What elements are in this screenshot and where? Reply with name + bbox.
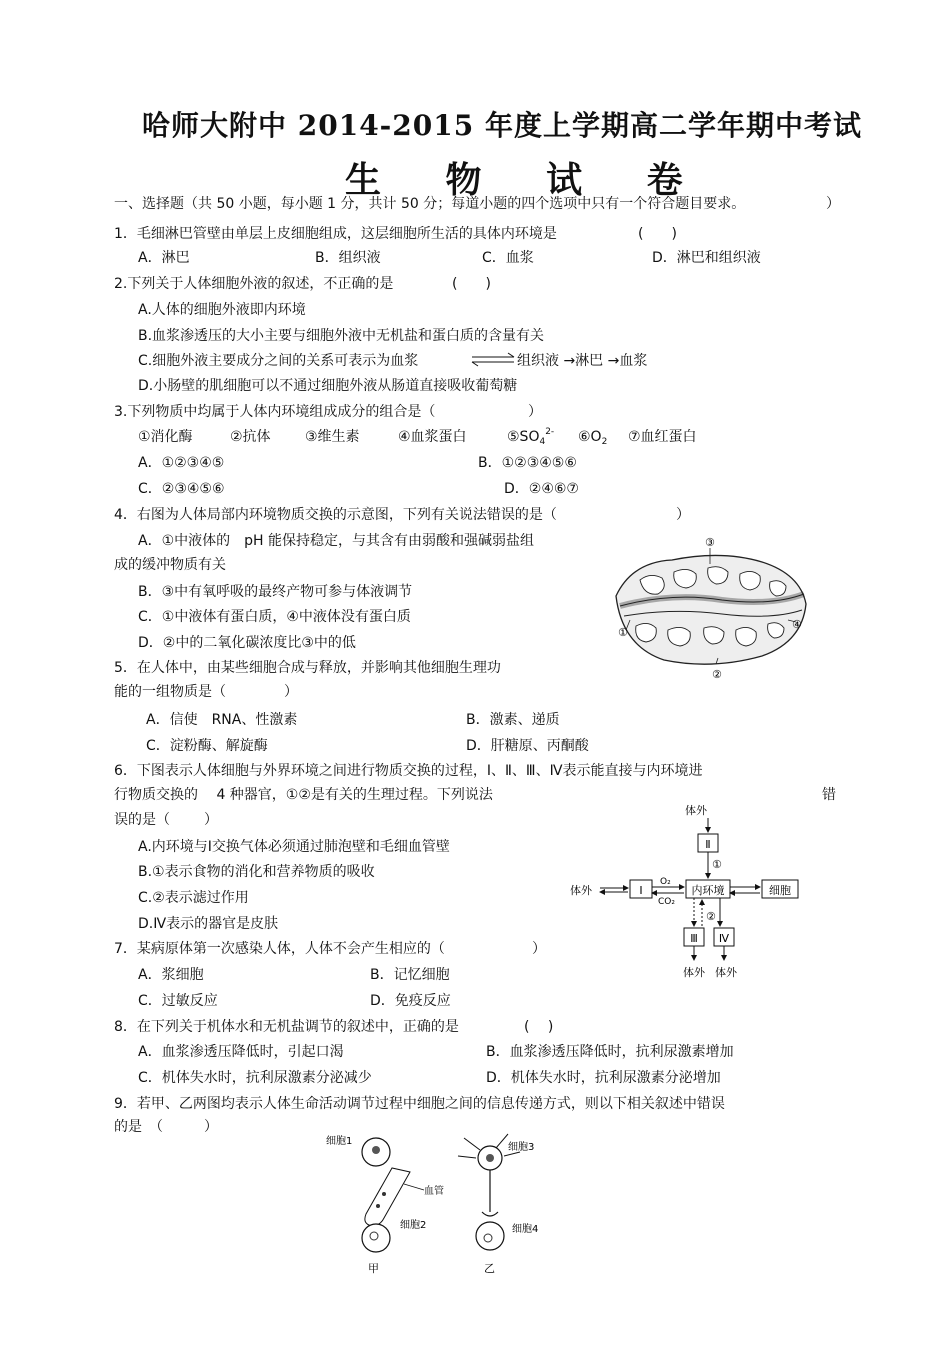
- exchange-flow-diagram: [560, 798, 820, 984]
- q6-option-b: B.①表示食物的消化和营养物质的吸收: [138, 864, 375, 880]
- q3-item-2: ②抗体: [230, 429, 271, 445]
- cell2-shape: [362, 1224, 390, 1252]
- q5-stem-line1: 5．在人体中，由某些细胞合成与释放，并影响其他细胞生理功: [114, 660, 501, 676]
- q1-option-a: A．淋巴: [138, 250, 190, 266]
- q1-option-b: B．组织液: [315, 250, 381, 266]
- q3-item-7: ⑦血红蛋白: [628, 429, 697, 445]
- q6-paren: ）: [204, 812, 218, 828]
- fig-outside-bottom-2: 体外: [715, 966, 737, 979]
- q2-paren: ( ): [452, 276, 491, 292]
- section-heading: 一、选择题（共 50 小题，每小题 1 分，共计 50 分；每道小题的四个选项中只有一个符合题目要求。: [114, 196, 746, 212]
- q3-item-6: $⑥O_2$: [578, 429, 608, 447]
- fig-o2: O₂: [660, 877, 671, 887]
- tissue-exchange-figure: [612, 534, 812, 684]
- fig-organ-2: Ⅱ: [705, 838, 711, 851]
- fig-outside-top: 体外: [685, 804, 707, 817]
- q6-option-c: C.②表示滤过作用: [138, 890, 249, 906]
- q9-stem-line2: 的是 （: [114, 1119, 163, 1135]
- q4-option-a-line1: A．①中液体的 pH 能保持稳定，与其含有由弱酸和强碱弱盐组: [138, 533, 534, 549]
- q1-stem: 1．毛细淋巴管壁由单层上皮细胞组成，这层细胞所生活的具体内环境是: [114, 226, 557, 242]
- signal-transmission-figure: [320, 1128, 580, 1278]
- q6-stem-line1: 6．下图表示人体细胞与外界环境之间进行物质交换的过程，Ⅰ、Ⅱ、Ⅲ、Ⅳ表示能直接与内环境进: [114, 763, 703, 779]
- q8-option-a: A．血浆渗透压降低时，引起口渴: [138, 1044, 344, 1060]
- q2-option-c: C.细胞外液主要成分之间的关系可表示为血浆: [138, 353, 419, 369]
- q2-stem: 2.下列关于人体细胞外液的叙述，不正确的是: [114, 276, 394, 292]
- section-heading-paren: ）: [826, 196, 840, 212]
- q5-option-a: A．信使 RNA、性激素: [146, 712, 298, 728]
- fig-vessel-label: 血管: [424, 1186, 444, 1197]
- q2-option-d: D.小肠壁的肌细胞可以不通过细胞外液从肠道直接吸收葡萄糖: [138, 378, 518, 394]
- q8-paren: ( ): [524, 1019, 554, 1035]
- q2-option-b: B.血浆渗透压的大小主要与细胞外液中无机盐和蛋白质的含量有关: [138, 328, 545, 344]
- q4-stem: 4．右图为人体局部内环境物质交换的示意图，下列有关说法错误的是（: [114, 507, 557, 523]
- q4-option-b: B．③中有氧呼吸的最终产物可参与体液调节: [138, 584, 413, 600]
- q3-paren: ）: [528, 404, 542, 420]
- fig-organ-1: Ⅰ: [639, 884, 643, 897]
- fig-jia-label: 甲: [368, 1262, 379, 1275]
- fig-organ-4: Ⅳ: [718, 932, 730, 945]
- q9-paren: ）: [204, 1119, 218, 1135]
- q7-option-d: D．免疫反应: [370, 993, 451, 1009]
- fig-internal-env: 内环境: [691, 884, 725, 897]
- q2-option-c-chain: 组织液 →淋巴 →血浆: [517, 353, 648, 369]
- q3-option-c: C．②③④⑤⑥: [138, 481, 225, 497]
- fig-organ-3: Ⅲ: [690, 932, 698, 945]
- q5-stem-line2: 能的一组物质是（: [114, 684, 226, 700]
- q3-item-3: ③维生素: [305, 429, 360, 445]
- equilibrium-arrow-icon: [470, 352, 516, 368]
- q4-option-c: C．①中液体有蛋白质，④中液体没有蛋白质: [138, 609, 411, 625]
- q3-item-5: $⑤SO_4^{2-}$: [507, 427, 555, 447]
- cell1-nucleus: [372, 1146, 380, 1154]
- q4-option-d: D．②中的二氧化碳浓度比③中的低: [138, 635, 356, 651]
- fig-outside-bottom-1: 体外: [683, 966, 705, 979]
- fig-co2: CO₂: [658, 897, 675, 907]
- q8-option-c: C．机体失水时，抗利尿激素分泌减少: [138, 1070, 372, 1086]
- q6-stem-line2-end: 错: [822, 787, 836, 803]
- q1-option-c: C．血浆: [482, 250, 534, 266]
- q6-option-a: A.内环境与Ⅰ交换气体必须通过肺泡壁和毛细血管壁: [138, 839, 450, 855]
- q6-option-d: D.Ⅳ表示的器官是皮肤: [138, 916, 279, 932]
- q4-option-a-line2: 成的缓冲物质有关: [114, 557, 226, 573]
- fig-outside-left: 体外: [570, 884, 592, 897]
- fig-label-3: ③: [705, 536, 715, 549]
- fig-cell: 细胞: [769, 884, 791, 897]
- q3-stem: 3.下列物质中均属于人体内环境组成成分的组合是（: [114, 404, 436, 420]
- q1-paren: ( ): [638, 226, 677, 242]
- q6-stem-line3: 误的是（: [114, 812, 170, 828]
- q3-item-4: ④血浆蛋白: [398, 429, 467, 445]
- q8-option-b: B．血浆渗透压降低时，抗利尿激素增加: [486, 1044, 734, 1060]
- fig-cell3-label: 细胞3: [508, 1142, 535, 1153]
- fig-cell4-label: 细胞4: [512, 1224, 539, 1235]
- q1-option-d: D．淋巴和组织液: [652, 250, 761, 266]
- q5-paren: ）: [284, 684, 298, 700]
- fig-yi-label: 乙: [484, 1262, 495, 1275]
- fig-cell1-label: 细胞1: [326, 1136, 353, 1147]
- q4-paren: ）: [676, 507, 690, 523]
- q8-option-d: D．机体失水时，抗利尿激素分泌增加: [486, 1070, 721, 1086]
- fig-cell2-label: 细胞2: [400, 1220, 427, 1231]
- q3-option-d: D．②④⑥⑦: [504, 481, 579, 497]
- q3-item-1: ①消化酶: [138, 429, 193, 445]
- q8-stem: 8．在下列关于机体水和无机盐调节的叙述中，正确的是: [114, 1019, 459, 1035]
- q7-option-c: C．过敏反应: [138, 993, 218, 1009]
- fig-label-1: ①: [618, 626, 628, 639]
- q5-option-b: B．激素、递质: [466, 712, 560, 728]
- neuron-nucleus: [486, 1154, 494, 1162]
- fig-label-2: ②: [712, 668, 722, 681]
- fig-process-2: ②: [706, 910, 716, 923]
- q7-stem: 7．某病原体第一次感染人体，人体不会产生相应的（: [114, 941, 445, 957]
- q5-option-d: D．肝糖原、丙酮酸: [466, 738, 589, 754]
- page-subtitle: 生 物 试 卷: [345, 159, 709, 201]
- fig-label-4: ④: [792, 618, 802, 631]
- q7-option-b: B．记忆细胞: [370, 967, 450, 983]
- q3-option-a: A．①②③④⑤: [138, 455, 225, 471]
- q7-paren: ）: [532, 941, 546, 957]
- q3-option-b: B．①②③④⑤⑥: [478, 455, 577, 471]
- page-title: 哈师大附中 2014-2015 年度上学期高二学年期中考试: [142, 109, 862, 142]
- q6-stem-line2: 行物质交换的 4 种器官，①②是有关的生理过程。下列说法: [114, 787, 493, 803]
- blood-vessel-shape: [365, 1168, 410, 1226]
- q2-option-a: A.人体的细胞外液即内环境: [138, 302, 306, 318]
- q7-option-a: A．浆细胞: [138, 967, 204, 983]
- fig-process-1: ①: [712, 858, 722, 871]
- cell4-shape: [476, 1222, 504, 1250]
- q5-option-c: C．淀粉酶、解旋酶: [146, 738, 268, 754]
- q9-stem-line1: 9．若甲、乙两图均表示人体生命活动调节过程中细胞之间的信息传递方式，则以下相关叙述中错误: [114, 1096, 725, 1112]
